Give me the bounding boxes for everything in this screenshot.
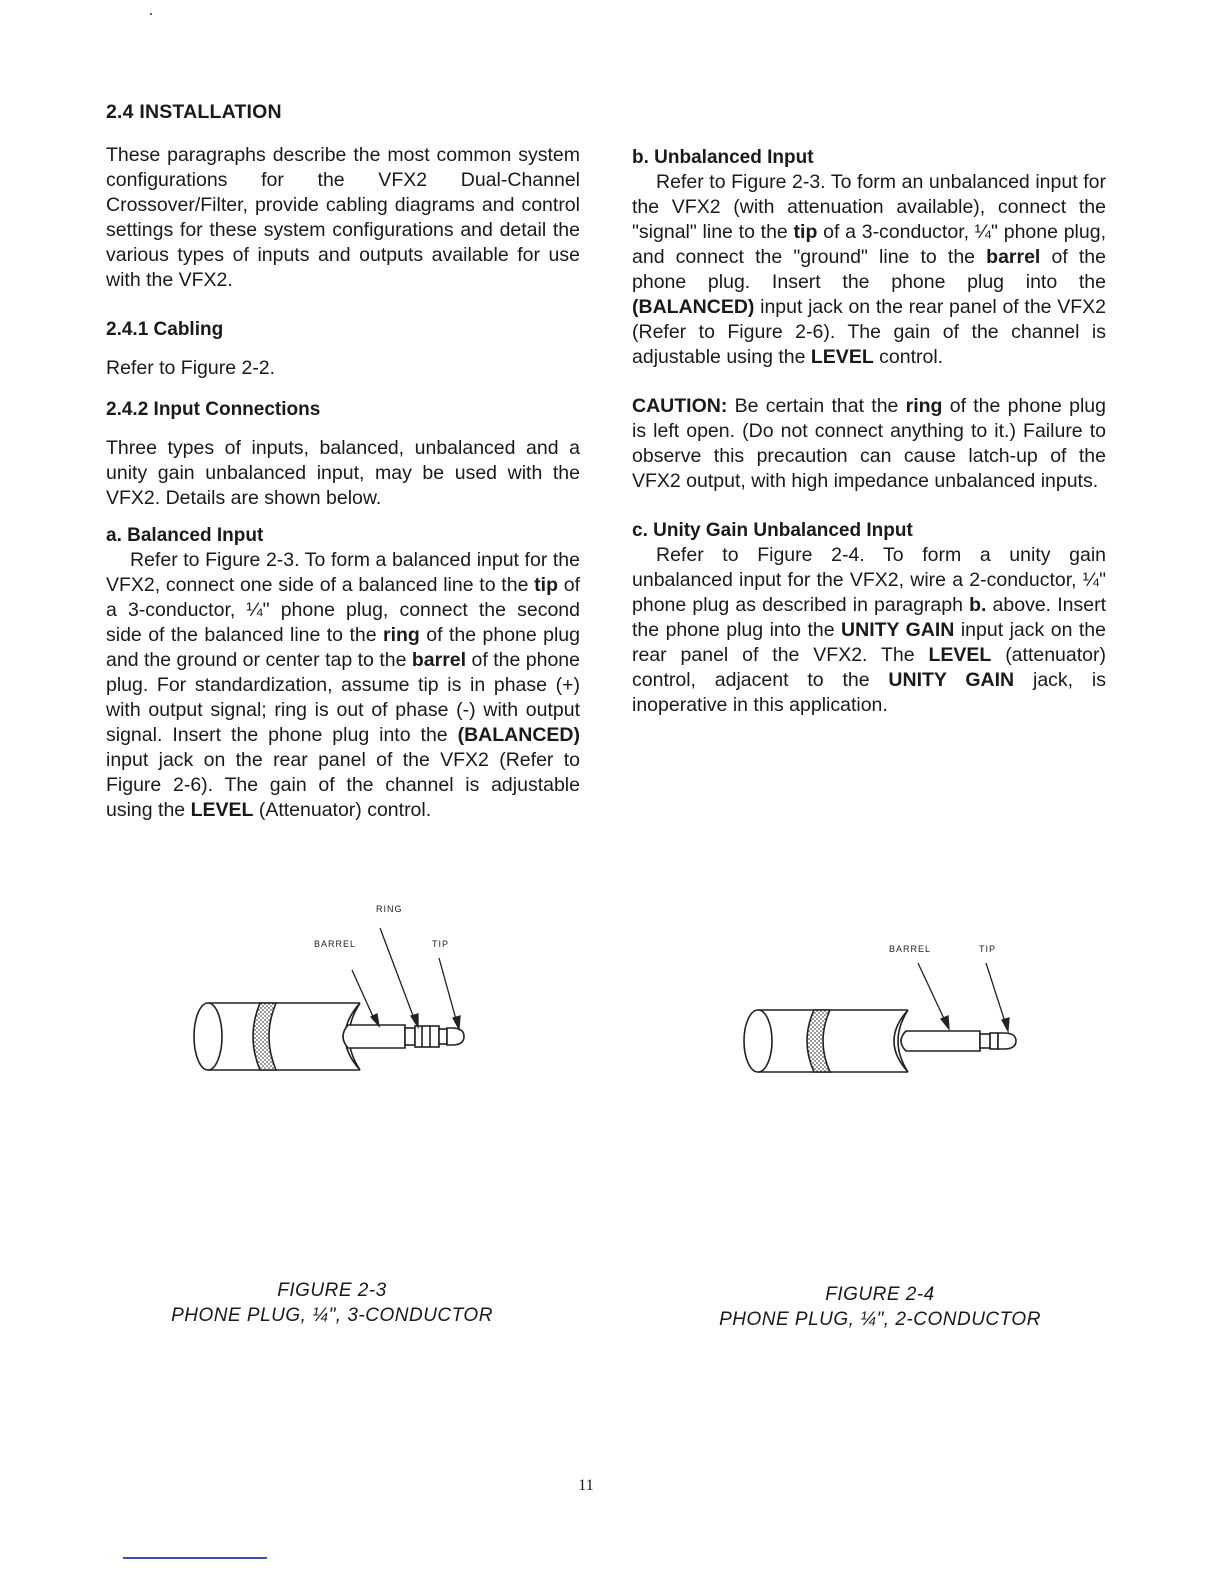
- plug-body: [194, 1003, 360, 1070]
- barrel-label: BARREL: [314, 939, 357, 949]
- cabling-paragraph: Refer to Figure 2-2.: [106, 357, 276, 379]
- footer-rule: [123, 1557, 267, 1559]
- figure-2-4-caption: [700, 1282, 1060, 1332]
- caution-paragraph: CAUTION: Be certain that the ring of the phone plug is left open. (Do not connect anything to it.) Failure to observe this precaution can cause latch-up of the VFX2 output, with high impedance unbalanced inputs.: [632, 395, 1106, 492]
- cabling-heading: 2.4.1 Cabling: [106, 319, 224, 340]
- unity-gain-heading: c. Unity Gain Unbalanced Input: [632, 520, 913, 541]
- three-conductor-plug-illustration: [180, 895, 480, 1085]
- left-column: [106, 100, 580, 823]
- balanced-input-heading: a. Balanced Input: [106, 525, 264, 546]
- page-number: 11: [578, 1477, 594, 1494]
- stray-mark: [150, 13, 152, 15]
- pointer-arrows: [918, 963, 1009, 1031]
- figure-2-3-title: PHONE PLUG, ¼", 3-CONDUCTOR: [171, 1305, 493, 1326]
- two-conductor-plug-illustration: [736, 930, 1036, 1080]
- unbalanced-input-paragraph: Refer to Figure 2-3. To form an unbalanced input for the VFX2 (with attenuation available), connect the "signal" line to the tip of a 3-conductor, ¼" phone plug, and connect the "ground" line to the barrel of the phone plug. Insert the phone plug into the (BALANCED) input jack on the rear panel of the VFX2 (Refer to Figure 2-6). The gain of the channel is adjustable using the LEVEL control.: [632, 171, 1106, 368]
- input-connections-paragraph: Three types of inputs, balanced, unbalanced and a unity gain unbalanced input, may be used with the VFX2. Details are shown below.: [106, 437, 580, 509]
- figure-2-3-number: FIGURE 2-3: [277, 1280, 387, 1301]
- tip-label: TIP: [432, 939, 450, 949]
- figure-2-4-title: PHONE PLUG, ¼", 2-CONDUCTOR: [719, 1309, 1041, 1330]
- intro-paragraph: These paragraphs describe the most common system configurations for the VFX2 Dual-Channel Crossover/Filter, provide cabling diagrams and control settings for these system configurations and detail the various types of inputs and outputs available for use with the VFX2.: [106, 144, 580, 291]
- balanced-input-paragraph: Refer to Figure 2-3. To form a balanced input for the VFX2, connect one side of a balanced line to the tip of a 3-conductor, ¼" phone plug, connect the second side of the balanced line to the ring of the phone plug and the ground or center tap to the barrel of the phone plug. For standardization, assume tip is in phase (+) with output signal; ring is out of phase (-) with output signal. Insert the phone plug into the (BALANCED) input jack on the rear panel of the VFX2 (Refer to Figure 2-6). The gain of the channel is adjustable using the LEVEL (Attenuator) control.: [106, 549, 580, 821]
- plug-shaft: [901, 1031, 1016, 1051]
- tip-label: TIP: [979, 944, 997, 954]
- section-title: 2.4 INSTALLATION: [106, 101, 282, 123]
- right-column: [632, 145, 1106, 718]
- figure-2-3-drawing: [180, 895, 480, 1085]
- barrel-label: BARREL: [889, 944, 932, 954]
- figure-2-3-caption: [142, 1278, 522, 1328]
- unbalanced-input-heading: b. Unbalanced Input: [632, 147, 814, 168]
- figure-2-4-number: FIGURE 2-4: [825, 1284, 935, 1305]
- plug-shaft: [343, 1025, 464, 1048]
- figure-2-4-drawing: [736, 930, 1036, 1080]
- ring-label: RING: [376, 904, 403, 914]
- input-connections-heading: 2.4.2 Input Connections: [106, 399, 321, 420]
- plug-body: [744, 1010, 908, 1072]
- unity-gain-paragraph: Refer to Figure 2-4. To form a unity gain unbalanced input for the VFX2, wire a 2-conductor, ¼" phone plug as described in paragraph b. above. Insert the phone plug into the UNITY GAIN input jack on the rear panel of the VFX2. The LEVEL (attenuator) control, adjacent to the UNITY GAIN jack, is inoperative in this application.: [632, 544, 1107, 716]
